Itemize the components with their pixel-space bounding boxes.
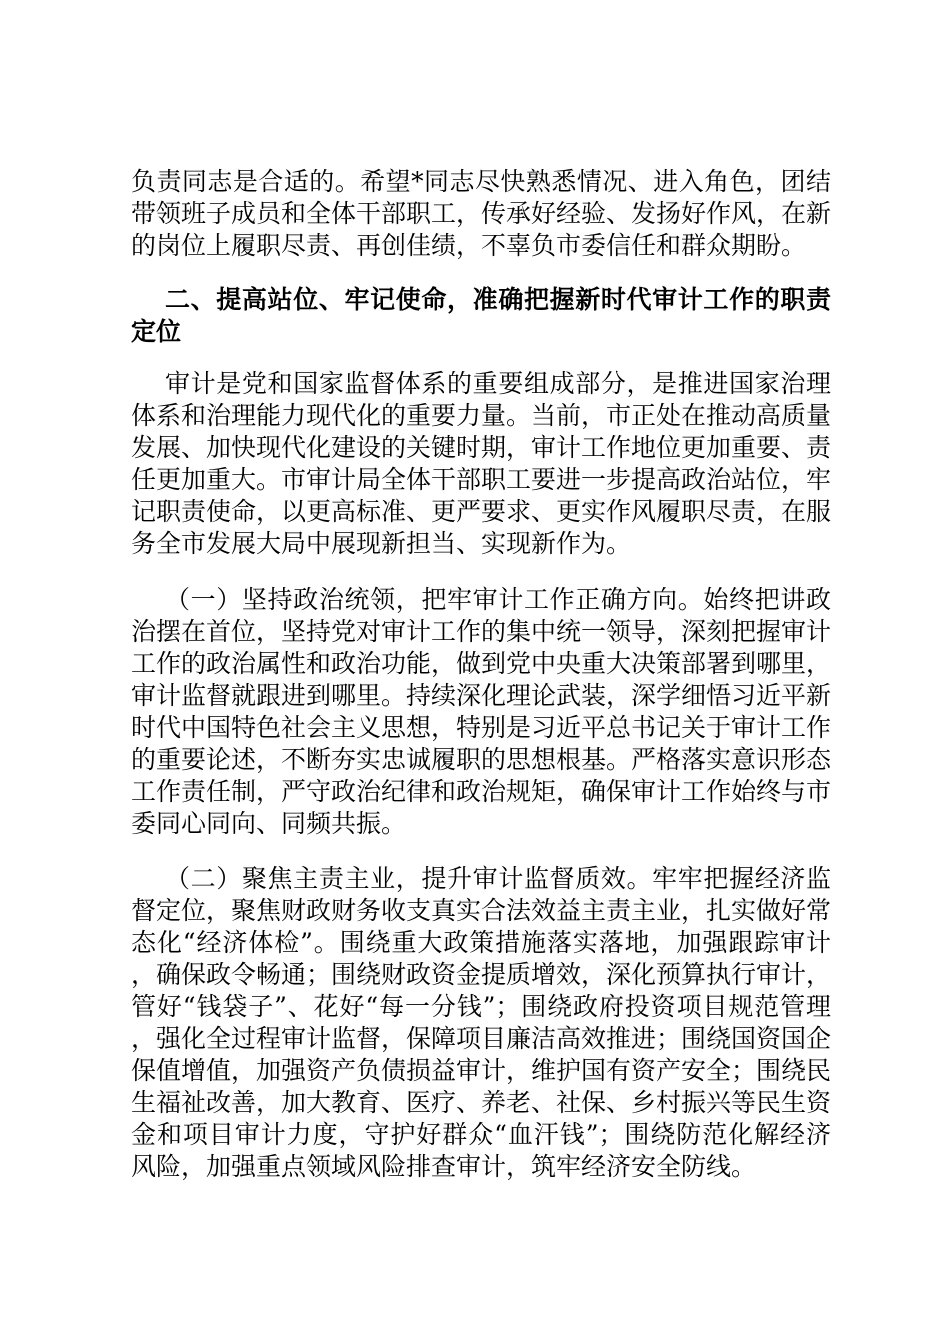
point-two-paragraph: （二）聚焦主责主业，提升审计监督质效。牢牢把握经济监督定位，聚焦财政财务收支真实合法效益主责主业，扎实做好常态化“经济体检”。围绕重大政策措施落实落地，加强跟踪审计，确保政令畅通；围绕财政资金提质增效，深化预算执行审计，管好“钱袋子”、花好“每一分钱”；围绕政府投资项目规范管理，强化全过程审计监督，保障项目廉洁高效推进；围绕国资国企保值增值，加强资产负债损益审计，维护国有资产安全；围绕民生福祉改善，加大教育、医疗、养老、社保、乡村振兴等民生资金和项目审计力度，守护好群众“血汗钱”；围绕防范化解经济风险，加强重点领域风险排查审计，筑牢经济安全防线。: [131, 864, 832, 1181]
continuation-paragraph: 负责同志是合适的。希望*同志尽快熟悉情况、进入角色，团结带领班子成员和全体干部职工，传承好经验、发扬好作风，在新的岗位上履职尽责、再创佳绩，不辜负市委信任和群众期盼。: [131, 167, 832, 260]
document-body: [131, 166, 831, 1183]
intro-paragraph: 审计是党和国家监督体系的重要组成部分，是推进国家治理体系和治理能力现代化的重要力量。当前，市正处在推动高质量发展、加快现代化建设的关键时期，审计工作地位更加重要、责任更加重大。市审计局全体干部职工要进一步提高政治站位，牢记职责使命，以更高标准、更严要求、更实作风履职尽责，在服务全市发展大局中展现新担当、实现新作为。: [131, 369, 832, 558]
section-heading: 二、提高站位、牢记使命，准确把握新时代审计工作的职责定位: [131, 285, 831, 346]
point-one-paragraph: （一）坚持政治统领，把牢审计工作正确方向。始终把讲政治摆在首位，坚持党对审计工作的集中统一领导，深刻把握审计工作的政治属性和政治功能，做到党中央重大决策部署到哪里，审计监督就跟进到哪里。持续深化理论武装，深学细悟习近平新时代中国特色社会主义思想，特别是习近平总书记关于审计工作的重要论述，不断夯实忠诚履职的思想根基。严格落实意识形态工作责任制，严守政治纪律和政治规矩，确保审计工作始终与市委同心同向、同频共振。: [131, 585, 832, 838]
